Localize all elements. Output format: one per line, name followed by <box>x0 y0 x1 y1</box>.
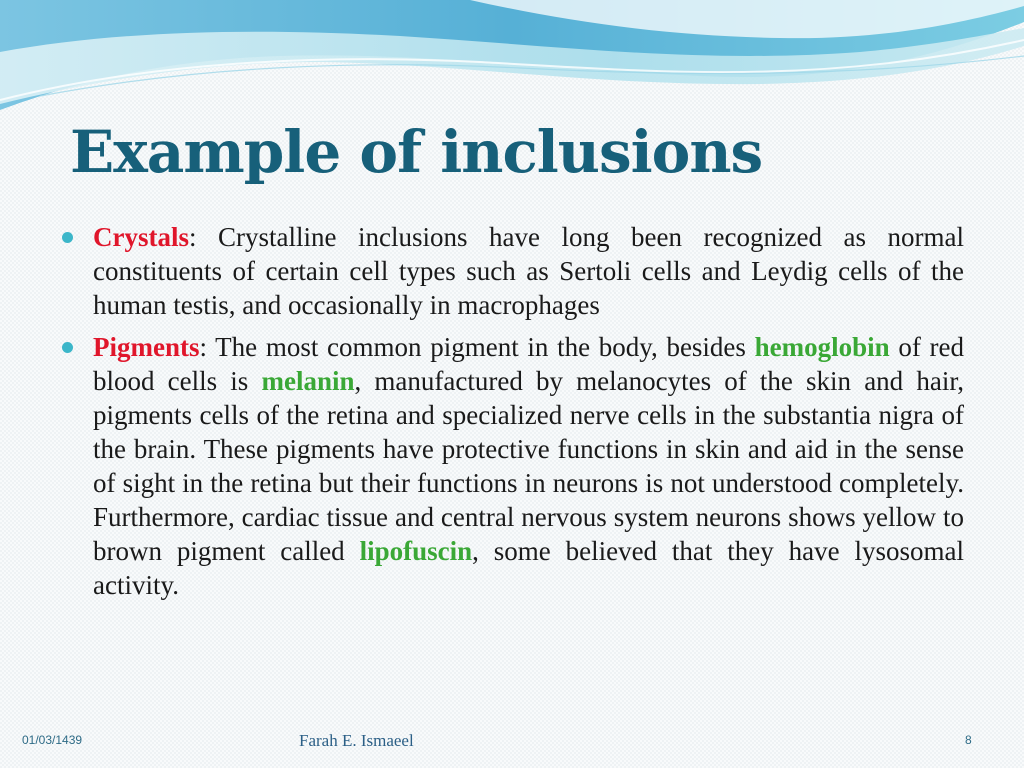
pigments-text-part-4: , some believed that they have lysosomal activity. <box>93 536 964 600</box>
bullet-item-pigments <box>62 330 964 602</box>
term-lipofuscin: lipofuscin <box>359 536 473 566</box>
bullet-dot-icon <box>62 342 73 353</box>
bullet-dot-icon <box>62 232 73 243</box>
pigments-text-part-2: of red blood cells is <box>93 332 964 396</box>
pigments-text-part-3: , manufactured by melanocytes of the skin and hair, pigments cells of the retina and specialized nerve cells in the substantia nigra of the brain. These pigments have protective functions in skin and aid in the sense of sight in the retina but their functions in neurons is not understood completely. Furthermore, cardiac tissue and central nervous system neurons shows yellow to brown pigment called <box>93 366 964 566</box>
crystals-description: : Crystalline inclusions have long been recognized as normal constituents of certain cell types such as Sertoli cells and Leydig cells of the human testis, and occasionally in macrophages <box>93 222 964 320</box>
term-hemoglobin: hemoglobin <box>754 332 890 362</box>
term-melanin: melanin <box>261 366 355 396</box>
slide-title: Example of inclusions <box>70 118 763 186</box>
term-crystals: Crystals <box>93 222 189 252</box>
footer-page-number: 8 <box>965 733 972 747</box>
footer-author: Farah E. Ismaeel <box>299 731 414 750</box>
bullet-item-crystals <box>62 220 964 322</box>
pigments-text-part-1: : The most common pigment in the body, besides <box>199 332 755 362</box>
content-bullet-list <box>62 220 964 602</box>
term-pigments: Pigments <box>93 332 200 362</box>
header-wave-decoration <box>0 0 1024 120</box>
footer-date: 01/03/1439 <box>22 733 83 747</box>
